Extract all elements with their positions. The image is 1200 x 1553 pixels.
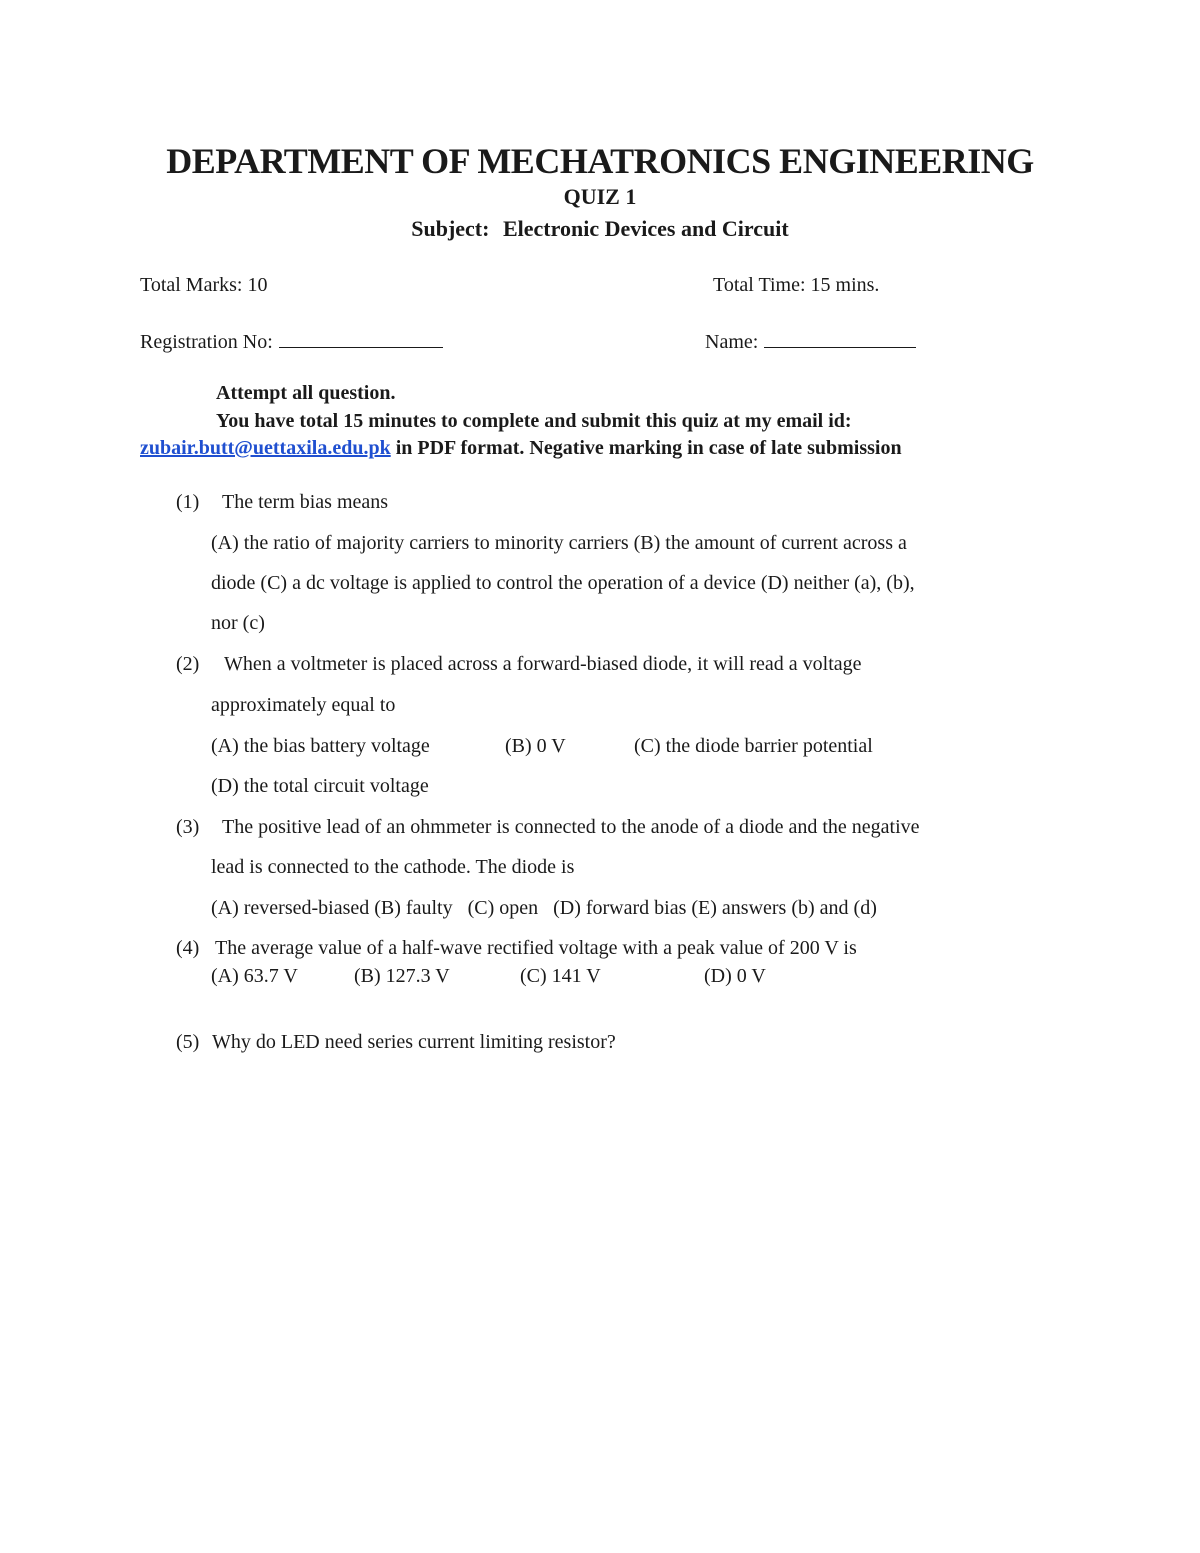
total-time: Total Time: 15 mins. <box>713 274 880 296</box>
registration-label: Registration No: <box>140 331 273 353</box>
instruction-line-3-rest: in PDF format. Negative marking in case of late submission <box>390 437 902 459</box>
question-4-text: The average value of a half-wave rectified voltage with a peak value of 200 V is <box>215 937 857 959</box>
question-2-text: When a voltmeter is placed across a forward-biased diode, it will read a voltage <box>224 653 862 675</box>
instruction-line-3 <box>140 437 902 460</box>
name-blank[interactable] <box>764 329 916 348</box>
question-3-text: The positive lead of an ohmmeter is connected to the anode of a diode and the negative <box>222 816 920 838</box>
question-4-option-b: (B) 127.3 V <box>354 965 450 987</box>
quiz-title: QUIZ 1 <box>563 184 637 209</box>
subject-label: Subject: <box>411 216 490 241</box>
question-5-text: Why do LED need series current limiting resistor? <box>212 1031 616 1053</box>
email-link[interactable]: zubair.butt@uettaxila.edu.pk <box>140 437 391 459</box>
name-field <box>705 329 916 354</box>
question-2-option-c: (C) the diode barrier potential <box>634 735 873 757</box>
question-2-number: (2) <box>176 653 200 675</box>
question-2-text-continued: approximately equal to <box>211 694 396 716</box>
question-4-option-c: (C) 141 V <box>520 965 601 987</box>
department-title: DEPARTMENT OF MECHATRONICS ENGINEERING <box>166 141 1034 181</box>
name-label: Name: <box>705 331 759 353</box>
question-2-option-b: (B) 0 V <box>505 735 566 757</box>
question-2-option-a: (A) the bias battery voltage <box>211 735 430 757</box>
question-3-number: (3) <box>176 816 200 838</box>
subject-value: Electronic Devices and Circuit <box>502 216 789 241</box>
question-3-options: (A) reversed-biased (B) faulty (C) open (D) forward bias (E) answers (b) and (d) <box>211 897 877 919</box>
question-1-options-line-3: nor (c) <box>211 612 265 634</box>
question-1-options-line-1: (A) the ratio of majority carriers to minority carriers (B) the amount of current across a <box>211 532 907 554</box>
question-1-number: (1) <box>176 491 200 513</box>
question-4-number: (4) <box>176 937 200 959</box>
instruction-line-1: Attempt all question. <box>216 382 396 404</box>
question-4-option-d: (D) 0 V <box>704 965 766 987</box>
question-5-number: (5) <box>176 1031 200 1053</box>
registration-field <box>140 329 443 354</box>
instruction-line-2: You have total 15 minutes to complete and submit this quiz at my email id: <box>216 410 852 432</box>
question-2-option-d: (D) the total circuit voltage <box>211 775 429 797</box>
question-3-text-continued: lead is connected to the cathode. The diode is <box>211 856 575 878</box>
total-marks: Total Marks: 10 <box>140 274 268 296</box>
question-4-option-a: (A) 63.7 V <box>211 965 298 987</box>
question-1-options-line-2: diode (C) a dc voltage is applied to control the operation of a device (D) neither (a), (b), <box>211 572 915 594</box>
question-1-text: The term bias means <box>222 491 389 513</box>
subject-line <box>0 216 1200 242</box>
registration-blank[interactable] <box>279 329 443 348</box>
